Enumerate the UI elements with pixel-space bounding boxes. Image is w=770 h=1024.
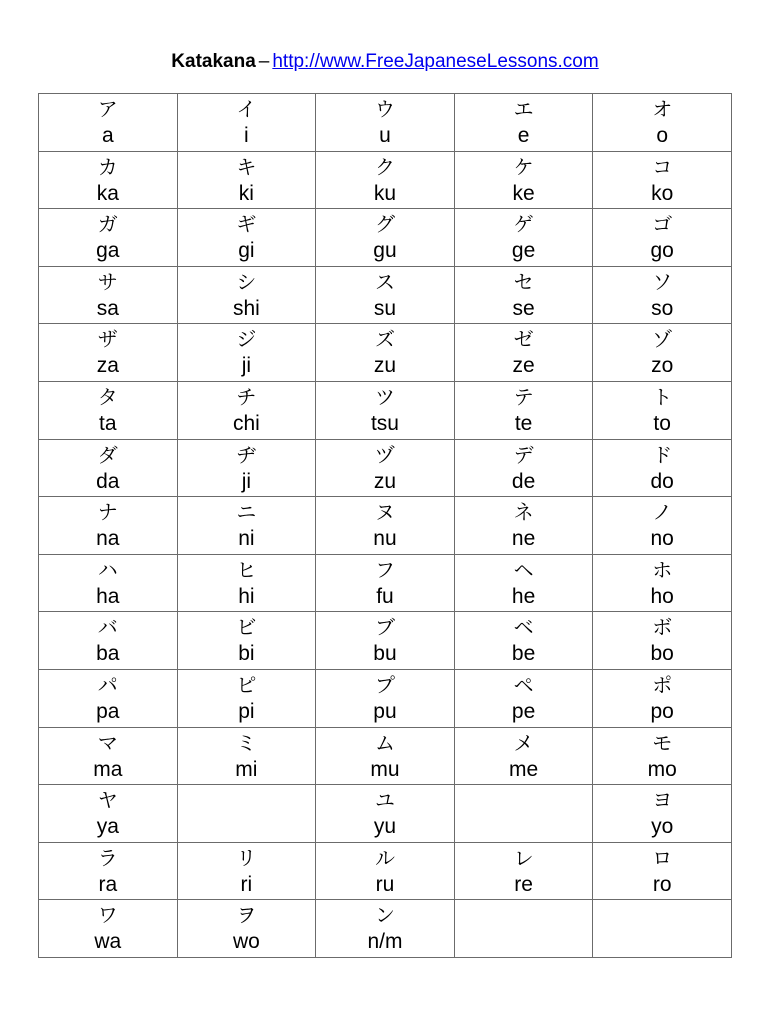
kana-cell <box>316 151 455 209</box>
kana-cell <box>316 900 455 958</box>
katakana-character: サ <box>97 269 118 294</box>
kana-cell <box>39 727 178 785</box>
romaji-reading: mu <box>370 757 400 781</box>
kana-cell <box>39 497 178 555</box>
romaji-reading: ri <box>240 872 253 896</box>
romaji-reading: ra <box>98 872 118 896</box>
katakana-character: カ <box>97 154 118 179</box>
katakana-character: シ <box>236 269 257 294</box>
table-row <box>39 727 732 785</box>
romaji-reading: i <box>244 124 249 147</box>
romaji-reading: mo <box>647 757 677 781</box>
romaji-reading: re <box>514 872 533 896</box>
website-link[interactable]: http://www.FreeJapaneseLessons.com <box>272 51 599 72</box>
kana-cell <box>39 439 178 497</box>
katakana-character: ミ <box>236 730 257 755</box>
katakana-character: ポ <box>652 672 673 697</box>
katakana-character: フ <box>374 557 395 582</box>
romaji-reading: he <box>511 584 536 608</box>
romaji-reading: ni <box>238 527 255 551</box>
kana-cell <box>593 497 732 555</box>
katakana-character: ジ <box>236 327 257 352</box>
katakana-character: オ <box>652 97 673 121</box>
kana-cell <box>454 266 593 324</box>
katakana-character: チ <box>236 384 257 409</box>
table-row <box>39 324 732 382</box>
kana-cell <box>593 439 732 497</box>
katakana-character: ビ <box>236 615 257 640</box>
kana-cell <box>316 439 455 497</box>
table-row <box>39 151 732 209</box>
katakana-character: コ <box>652 154 673 179</box>
romaji-reading: yo <box>651 815 674 839</box>
romaji-reading: mi <box>235 757 258 781</box>
katakana-character: ギ <box>236 212 257 237</box>
katakana-character: ス <box>374 269 395 294</box>
kana-cell <box>177 669 316 727</box>
romaji-reading: ka <box>96 181 119 205</box>
kana-cell <box>593 94 732 152</box>
kana-cell <box>593 554 732 612</box>
katakana-character: ブ <box>374 615 395 640</box>
kana-cell <box>454 94 593 152</box>
romaji-reading: be <box>511 642 536 666</box>
kana-cell <box>316 94 455 152</box>
romaji-reading: tsu <box>370 411 399 435</box>
romaji-reading: wa <box>94 930 122 954</box>
romaji-reading: ku <box>373 181 397 205</box>
kana-cell <box>177 842 316 900</box>
romaji-reading: do <box>650 469 674 493</box>
romaji-reading: pe <box>511 699 536 723</box>
katakana-character: ズ <box>374 327 395 352</box>
romaji-reading: pi <box>238 699 255 723</box>
kana-cell <box>454 151 593 209</box>
kana-cell <box>593 785 732 843</box>
romaji-reading: bo <box>650 642 674 666</box>
kana-cell <box>39 324 178 382</box>
empty-cell <box>593 900 732 958</box>
romaji-reading: no <box>650 527 674 551</box>
table-row <box>39 785 732 843</box>
kana-cell <box>454 842 593 900</box>
romaji-reading: to <box>653 411 671 435</box>
romaji-reading: za <box>96 354 119 378</box>
kana-cell <box>39 785 178 843</box>
katakana-character: ン <box>374 903 395 928</box>
kana-cell <box>454 439 593 497</box>
romaji-reading: pa <box>96 699 120 723</box>
kana-cell <box>316 209 455 267</box>
kana-cell <box>454 669 593 727</box>
kana-cell <box>177 209 316 267</box>
kana-cell <box>593 727 732 785</box>
romaji-reading: so <box>651 296 674 320</box>
table-row <box>39 900 732 958</box>
katakana-character: ガ <box>97 212 118 237</box>
katakana-character: パ <box>97 672 118 697</box>
romaji-reading: na <box>96 527 120 551</box>
romaji-reading: ya <box>96 815 119 839</box>
romaji-reading: chi <box>232 411 260 435</box>
katakana-character: ヅ <box>374 442 395 467</box>
kana-cell <box>316 266 455 324</box>
table-row <box>39 612 732 670</box>
katakana-character: キ <box>236 154 257 179</box>
katakana-character: セ <box>513 269 534 294</box>
kana-cell <box>454 612 593 670</box>
katakana-character: ザ <box>97 327 118 352</box>
kana-cell <box>316 554 455 612</box>
romaji-reading: ma <box>93 757 123 781</box>
romaji-reading: hi <box>238 584 255 608</box>
romaji-reading: gu <box>373 239 397 263</box>
romaji-reading: te <box>514 411 533 435</box>
romaji-reading: de <box>511 469 536 493</box>
katakana-character: バ <box>97 615 118 640</box>
empty-cell <box>454 785 593 843</box>
katakana-character: マ <box>97 730 118 755</box>
table-row <box>39 669 732 727</box>
romaji-reading: u <box>379 124 391 147</box>
katakana-character: ロ <box>652 845 673 870</box>
table-row <box>39 497 732 555</box>
table-row <box>39 94 732 152</box>
katakana-character: ケ <box>513 154 534 179</box>
kana-cell <box>593 381 732 439</box>
kana-cell <box>39 151 178 209</box>
katakana-table-body <box>39 94 732 958</box>
katakana-character: ゴ <box>652 212 673 237</box>
kana-cell <box>593 842 732 900</box>
romaji-reading: ji <box>241 469 252 493</box>
kana-cell <box>177 266 316 324</box>
romaji-reading: yu <box>373 815 397 839</box>
romaji-reading: pu <box>373 699 397 723</box>
table-row <box>39 381 732 439</box>
katakana-character: ペ <box>513 672 534 697</box>
romaji-reading: ne <box>511 527 536 551</box>
kana-cell <box>177 497 316 555</box>
kana-cell <box>39 381 178 439</box>
page-title <box>0 50 770 74</box>
katakana-character: ノ <box>652 500 673 525</box>
kana-cell <box>39 554 178 612</box>
katakana-character: ナ <box>97 500 118 525</box>
katakana-character: ウ <box>374 97 395 121</box>
kana-cell <box>316 381 455 439</box>
kana-cell <box>454 324 593 382</box>
kana-cell <box>177 900 316 958</box>
romaji-reading: sa <box>96 296 119 320</box>
kana-cell <box>39 669 178 727</box>
kana-cell <box>593 669 732 727</box>
table-row <box>39 554 732 612</box>
romaji-reading: ta <box>99 411 117 435</box>
katakana-character: ヒ <box>236 557 257 582</box>
romaji-reading: ro <box>652 872 672 896</box>
katakana-character: テ <box>513 384 534 409</box>
kana-cell <box>177 151 316 209</box>
kana-cell <box>454 497 593 555</box>
katakana-character: ソ <box>652 269 673 294</box>
katakana-character: レ <box>513 845 534 870</box>
romaji-reading: o <box>656 124 669 147</box>
katakana-character: ゾ <box>652 327 673 352</box>
katakana-character: ニ <box>236 500 257 525</box>
kana-cell <box>177 554 316 612</box>
katakana-character: モ <box>652 730 673 755</box>
katakana-character: メ <box>513 730 534 755</box>
katakana-character: ユ <box>374 788 395 813</box>
kana-cell <box>316 612 455 670</box>
kana-cell <box>593 209 732 267</box>
katakana-character: リ <box>236 845 257 870</box>
title-text: Katakana <box>171 51 256 72</box>
katakana-character: ホ <box>652 557 673 582</box>
romaji-reading: ji <box>241 354 252 378</box>
kana-cell <box>177 94 316 152</box>
katakana-character: ヌ <box>374 500 395 525</box>
table-row <box>39 439 732 497</box>
romaji-reading: a <box>101 124 114 147</box>
katakana-character: イ <box>236 97 257 121</box>
romaji-reading: bu <box>373 642 397 666</box>
katakana-character: グ <box>374 212 395 237</box>
katakana-character: ア <box>97 97 118 121</box>
katakana-character: ネ <box>513 500 534 525</box>
romaji-reading: ke <box>512 181 535 205</box>
romaji-reading: ki <box>238 181 254 205</box>
empty-cell <box>454 900 593 958</box>
romaji-reading: fu <box>376 584 394 608</box>
romaji-reading: da <box>96 469 120 493</box>
kana-cell <box>316 727 455 785</box>
romaji-reading: go <box>650 239 674 263</box>
romaji-reading: gi <box>238 239 255 263</box>
kana-cell <box>316 785 455 843</box>
katakana-character: ベ <box>513 615 534 640</box>
kana-cell <box>177 439 316 497</box>
katakana-character: ハ <box>97 557 118 582</box>
katakana-character: ト <box>652 384 673 409</box>
katakana-character: ル <box>374 845 395 870</box>
romaji-reading: zo <box>651 354 674 378</box>
romaji-reading: ge <box>511 239 536 263</box>
katakana-character: ゼ <box>513 327 534 352</box>
romaji-reading: zu <box>373 354 397 378</box>
katakana-character: プ <box>374 672 395 697</box>
romaji-reading: n/m <box>367 930 403 954</box>
kana-cell <box>316 324 455 382</box>
romaji-reading: shi <box>232 296 260 320</box>
kana-cell <box>593 151 732 209</box>
romaji-reading: ko <box>651 181 674 205</box>
romaji-reading: ha <box>96 584 120 608</box>
katakana-character: ボ <box>652 615 673 640</box>
title-dash: – <box>258 51 270 72</box>
kana-cell <box>593 266 732 324</box>
katakana-character: ヨ <box>652 788 673 813</box>
kana-cell <box>316 669 455 727</box>
katakana-character: ラ <box>97 845 118 870</box>
table-row <box>39 209 732 267</box>
romaji-reading: e <box>517 124 530 147</box>
katakana-character: ム <box>374 730 395 755</box>
kana-cell <box>454 381 593 439</box>
kana-cell <box>177 727 316 785</box>
kana-cell <box>316 842 455 900</box>
kana-cell <box>39 900 178 958</box>
kana-cell <box>39 209 178 267</box>
romaji-reading: po <box>650 699 674 723</box>
kana-cell <box>39 94 178 152</box>
katakana-character: ヲ <box>236 903 257 928</box>
romaji-reading: ru <box>375 872 395 896</box>
table-row <box>39 842 732 900</box>
kana-cell <box>593 324 732 382</box>
katakana-character: ダ <box>97 442 118 467</box>
kana-cell <box>39 612 178 670</box>
romaji-reading: ze <box>512 354 535 378</box>
katakana-character: タ <box>97 384 118 409</box>
table-row <box>39 266 732 324</box>
katakana-table <box>38 93 732 958</box>
kana-cell <box>454 554 593 612</box>
katakana-character: ド <box>652 442 673 467</box>
romaji-reading: bi <box>238 642 255 666</box>
kana-cell <box>316 497 455 555</box>
romaji-reading: su <box>373 296 397 320</box>
empty-cell <box>177 785 316 843</box>
katakana-character: ク <box>374 154 395 179</box>
kana-cell <box>177 324 316 382</box>
katakana-character: ツ <box>374 384 395 409</box>
katakana-character: ヤ <box>97 788 118 813</box>
romaji-reading: ga <box>96 239 120 263</box>
romaji-reading: se <box>512 296 535 320</box>
romaji-reading: me <box>508 757 539 781</box>
kana-cell <box>39 842 178 900</box>
kana-cell <box>454 727 593 785</box>
romaji-reading: nu <box>373 527 397 551</box>
kana-cell <box>593 612 732 670</box>
romaji-reading: ba <box>96 642 120 666</box>
katakana-character: ピ <box>236 672 257 697</box>
kana-cell <box>454 209 593 267</box>
katakana-character: エ <box>513 97 534 121</box>
katakana-character: ヂ <box>236 442 257 467</box>
kana-cell <box>39 266 178 324</box>
katakana-character: デ <box>513 442 534 467</box>
kana-cell <box>177 381 316 439</box>
katakana-character: ヘ <box>513 557 534 582</box>
romaji-reading: zu <box>373 469 397 493</box>
katakana-character: ゲ <box>513 212 534 237</box>
romaji-reading: wo <box>232 930 260 954</box>
katakana-character: ワ <box>97 903 118 928</box>
romaji-reading: ho <box>650 584 674 608</box>
kana-cell <box>177 612 316 670</box>
